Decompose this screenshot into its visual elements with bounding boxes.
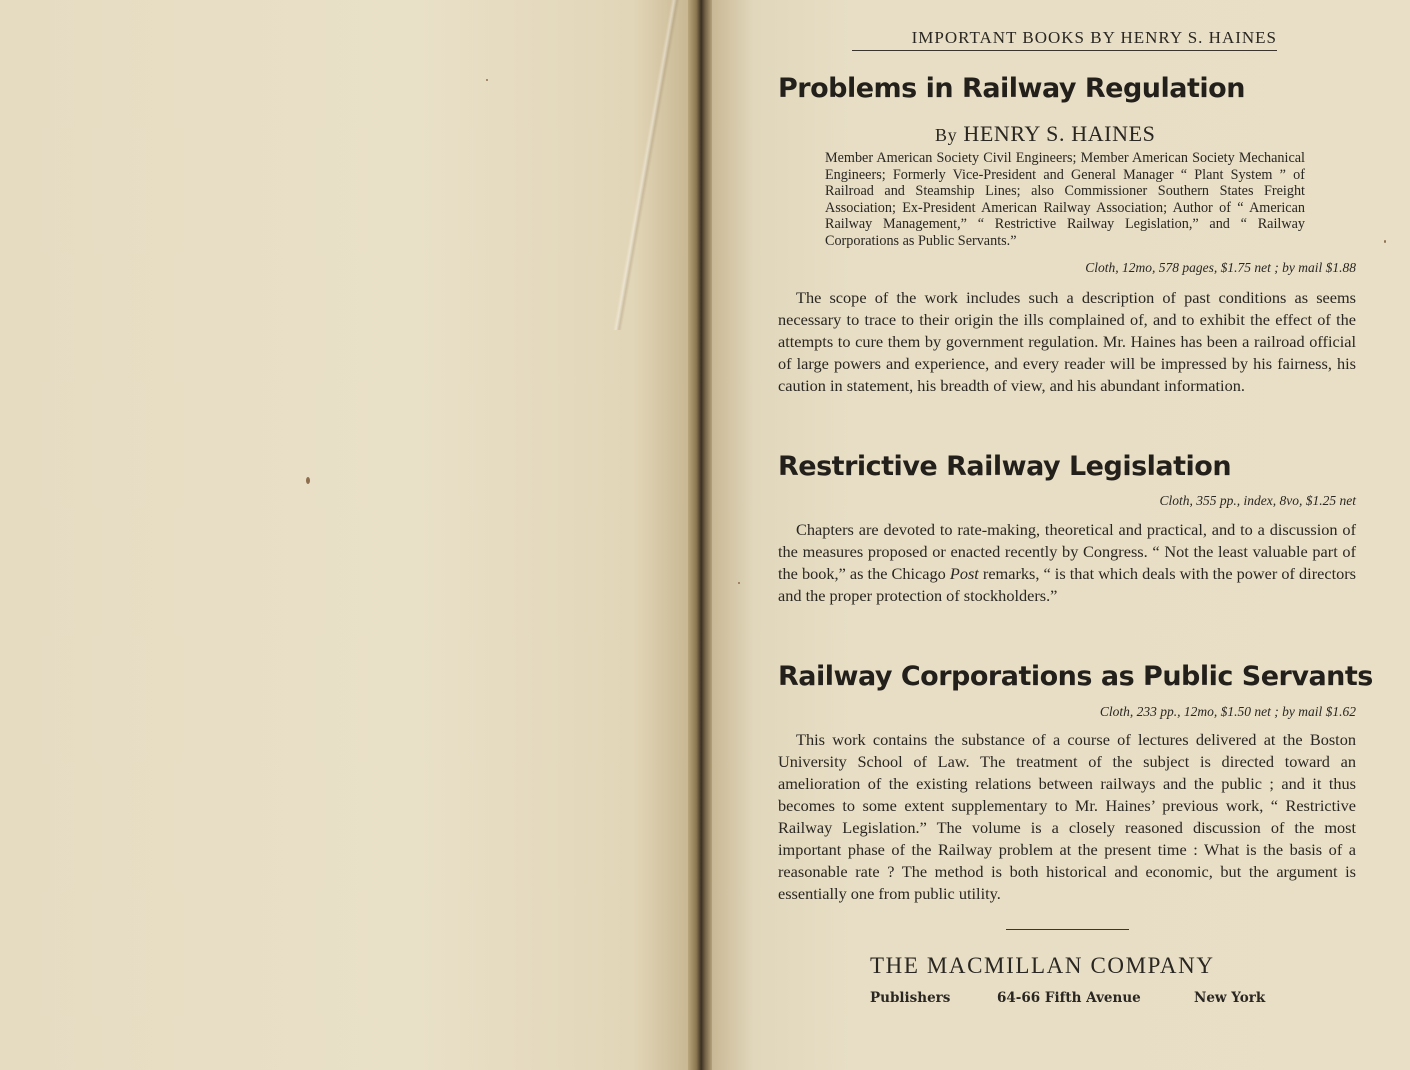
book2-price: Cloth, 355 pp., index, 8vo, $1.25 net bbox=[1159, 493, 1356, 508]
left-blank-page bbox=[0, 0, 688, 1070]
book-title-railway-corporations-public-servants: Railway Corporations as Public Servants bbox=[778, 661, 1373, 692]
paper-speck bbox=[486, 79, 488, 81]
book3-price: Cloth, 233 pp., 12mo, $1.50 net ; by mail $1.62 bbox=[1099, 704, 1356, 719]
book1-description: The scope of the work includes such a description of past conditions as seems necessary to trace to their origin the ills complained of, and to exhibit the effect of the attempts to cure them by government regulation. Mr. Haines has been a railroad official of large powers and experience, and every reader will be impressed by his fairness, his caution in statement, his breadth of view, and his abundant information. bbox=[778, 288, 1356, 395]
paper-speck bbox=[1384, 240, 1386, 243]
author-byline bbox=[935, 121, 1155, 147]
publisher-city: New York bbox=[1194, 990, 1266, 1006]
paper-speck bbox=[738, 582, 740, 584]
book3-description: This work contains the substance of a course of lectures delivered at the Boston University School of Law. The treatment of the subject is directed toward an amelioration of the existing relations between railways and the public ; and it thus becomes to some extent supplementary to Mr. Haines’ previous work, “ Restrictive Railway Legislation.” The volume is a closely reasoned discussion of the most important phase of the Railway problem at the present time : What is the basis of a reasonable rate ? The method is both historical and economic, but the argument is essentially one from public utility. bbox=[778, 730, 1356, 903]
book-gutter bbox=[688, 0, 712, 1070]
book1-price: Cloth, 12mo, 578 pages, $1.75 net ; by mail $1.88 bbox=[1085, 260, 1356, 275]
book2-description-text: remarks, “ is that which deals with the power of directors and the proper protection of stockholders.” bbox=[778, 564, 1357, 605]
author-name: HENRY S. HAINES bbox=[963, 121, 1156, 146]
publisher-role: Publishers bbox=[870, 990, 951, 1006]
book-title-restrictive-railway-legislation: Restrictive Railway Legislation bbox=[778, 451, 1232, 482]
publisher-name: THE MACMILLAN COMPANY bbox=[870, 953, 1215, 978]
newspaper-name: Post bbox=[949, 564, 979, 583]
author-credentials: Member American Society Civil Engineers; Member American Society Mechanical Engineers; Formerly Vice-President and General Manager “ Plant System ” of Railroad and Steamship Lines; also Commissioner Southern States Freight Association; Ex-President American Railway Association; Author of “ American Railway Management,” “ Restrictive Railway Legislation,” and “ Railway Corporations as Public Servants.” bbox=[825, 150, 1305, 249]
divider-rule bbox=[1006, 929, 1129, 930]
page-crease bbox=[600, 0, 690, 330]
book2-description-text: Chapters are devoted to rate-making, theoretical and practical, and to a discussion of the measures proposed or enacted recently by Congress. “ Not the least valuable part of the book,” as the Chicago bbox=[778, 520, 1356, 583]
byline-prefix: By bbox=[935, 125, 958, 145]
book2-description bbox=[778, 519, 1356, 607]
page-header: IMPORTANT BOOKS BY HENRY S. HAINES bbox=[852, 28, 1277, 51]
publisher-address: 64-66 Fifth Avenue bbox=[997, 990, 1141, 1006]
book-title-problems-railway-regulation: Problems in Railway Regulation bbox=[778, 73, 1245, 104]
paper-speck bbox=[306, 477, 310, 484]
